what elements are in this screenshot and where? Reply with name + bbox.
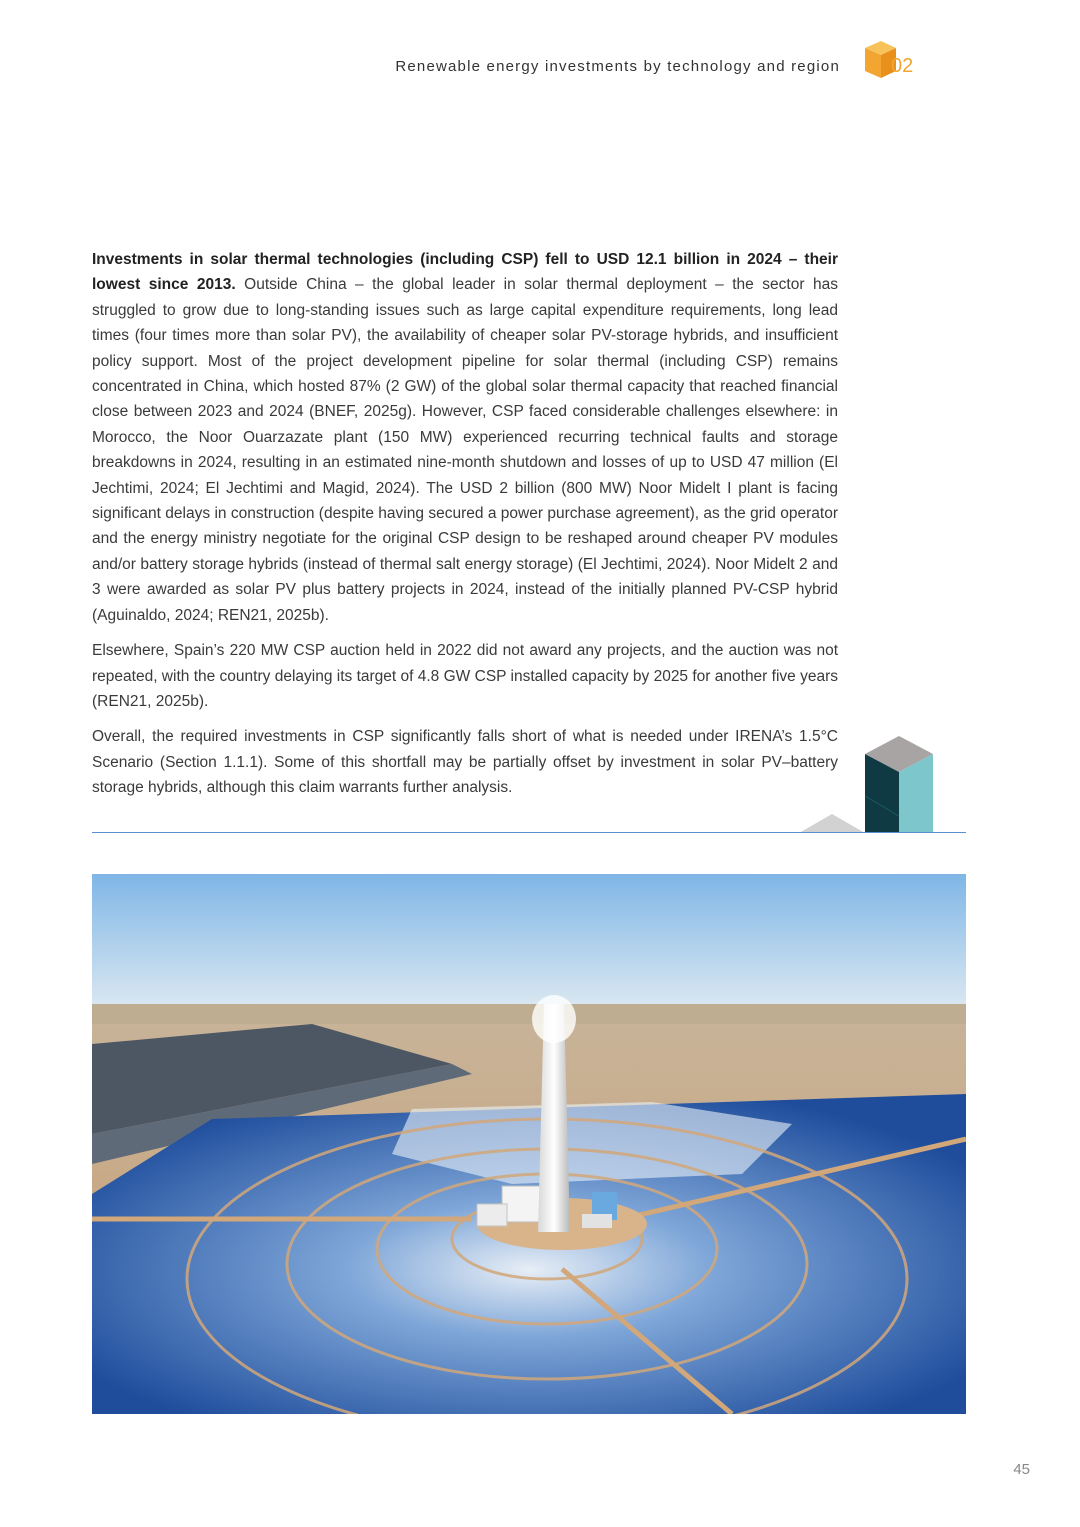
paragraph-solar-thermal: [92, 247, 838, 628]
paragraph-overall: Overall, the required investments in CSP significantly falls short of what is needed under IRENA’s 1.5°C Scenario (Section 1.1.1). Some of this shortfall may be partially offset by investment in solar PV–battery storage hybrids, although this claim warrants further analysis.: [92, 728, 838, 797]
section-divider: [92, 832, 966, 833]
paragraph-lead: Investments in solar thermal technologies (including CSP) fell to USD 12.1 billion in 2024 – their lowest since 2013.: [92, 251, 838, 294]
body-text: [92, 247, 838, 811]
running-header-title: Renewable energy investments by technology and region: [395, 58, 840, 75]
decorative-cube-graphic: [795, 734, 935, 834]
page-number: 45: [1013, 1461, 1030, 1478]
paragraph-body: Outside China – the global leader in solar thermal deployment – the sector has struggled to grow due to long-standing issues such as large capital expenditure requirements, long lead times (four times more than solar PV), the availability of cheaper solar PV-storage hybrids, and insufficient policy support. Most of the project development pipeline for solar thermal (including CSP) remains concentrated in China, which hosted 87% (2 GW) of the global solar thermal capacity that reached financial close between 2023 and 2024 (BNEF, 2025g). However, CSP faced considerable challenges elsewhere: in Morocco, the Noor Ouarzazate plant (150 MW) experienced recurring technical faults and storage breakdowns in 2024, resulting in an estimated nine-month shutdown and losses of up to USD 47 million (El Jechtimi, 2024; El Jechtimi and Magid, 2024). The USD 2 billion (800 MW) Noor Midelt I plant is facing significant delays in construction (despite having secured a power purchase agreement), as the grid operator and the energy ministry negotiate for the original CSP design to be reshaped around cheaper PV modules and/or battery storage hybrids (instead of thermal salt energy storage) (El Jechtimi, 2024). Noor Midelt 2 and 3 were awarded as solar PV plus battery projects in 2024, instead of the initially planned PV-CSP hybrid (Aguinaldo, 2024; REN21, 2025b).: [92, 276, 838, 624]
paragraph-spain: Elsewhere, Spain’s 220 MW CSP auction held in 2022 did not award any projects, and the auction was not repeated, with the country delaying its target of 4.8 GW CSP installed capacity by 2025 for another five years (REN21, 2025b).: [92, 642, 838, 710]
chapter-number: 02: [891, 55, 914, 77]
csp-plant-photo: [92, 874, 966, 1414]
